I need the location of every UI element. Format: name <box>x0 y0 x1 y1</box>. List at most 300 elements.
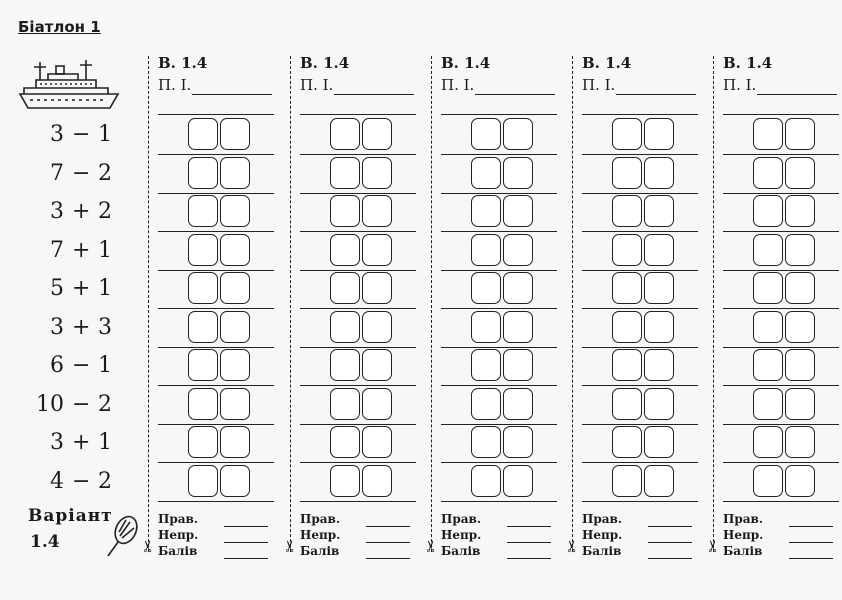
score-write-line[interactable] <box>648 558 692 559</box>
strip-heading: В. 1.4 <box>723 54 773 72</box>
answer-box-tens[interactable] <box>188 349 218 381</box>
score-write-line[interactable] <box>648 526 692 527</box>
exercise-operator: − <box>72 160 91 186</box>
score-label: Балів <box>582 544 622 558</box>
answer-box-ones[interactable] <box>503 388 533 420</box>
row-rule <box>158 462 274 463</box>
answer-box-tens[interactable] <box>753 118 783 150</box>
score-label: Непр. <box>723 528 764 542</box>
answer-box-pair <box>753 272 815 304</box>
answer-box-pair <box>330 272 392 304</box>
answer-box-ones[interactable] <box>785 195 815 227</box>
exercise-row <box>30 390 122 420</box>
exercise-operator: − <box>72 391 91 417</box>
answer-box-pair <box>612 118 674 150</box>
answer-strip <box>574 0 704 600</box>
answer-box-pair <box>330 349 392 381</box>
exercise-column <box>0 0 150 600</box>
answer-box-tens[interactable] <box>753 157 783 189</box>
strip-heading: В. 1.4 <box>300 54 350 72</box>
answer-box-pair <box>753 195 815 227</box>
answer-box-tens[interactable] <box>612 272 642 304</box>
answer-box-ones[interactable] <box>785 234 815 266</box>
header-rule <box>723 114 839 115</box>
exercise-operator: + <box>72 430 91 455</box>
row-rule <box>300 347 416 348</box>
answer-box-pair <box>471 426 533 458</box>
answer-box-pair <box>188 157 250 189</box>
answer-box-pair <box>753 234 815 266</box>
row-rule <box>582 270 698 271</box>
score-label: Прав. <box>723 512 764 526</box>
answer-box-ones[interactable] <box>503 426 533 458</box>
answer-box-ones[interactable] <box>644 388 674 420</box>
answer-box-pair <box>471 311 533 343</box>
answer-box-pair <box>753 311 815 343</box>
answer-box-tens[interactable] <box>188 272 218 304</box>
row-rule <box>300 270 416 271</box>
exercise-operator: + <box>72 237 91 263</box>
row-rule <box>300 308 416 309</box>
strip-name-label: П. І. <box>300 76 334 94</box>
answer-box-pair <box>330 465 392 497</box>
answer-box-pair <box>188 195 250 227</box>
exercise-operand: 4 <box>50 468 64 494</box>
answer-box-pair <box>188 465 250 497</box>
row-rule <box>582 385 698 386</box>
row-rule <box>300 385 416 386</box>
answer-box-pair <box>471 349 533 381</box>
answer-box-pair <box>753 118 815 150</box>
answer-box-tens[interactable] <box>753 349 783 381</box>
score-write-line[interactable] <box>507 542 551 543</box>
row-rule <box>582 193 698 194</box>
answer-box-tens[interactable] <box>612 465 642 497</box>
row-rule <box>158 270 274 271</box>
answer-box-ones[interactable] <box>785 157 815 189</box>
answer-box-pair <box>471 234 533 266</box>
answer-box-pair <box>471 157 533 189</box>
row-rule <box>441 231 557 232</box>
header-rule <box>441 114 557 115</box>
answer-box-ones[interactable] <box>785 388 815 420</box>
answer-box-tens[interactable] <box>330 272 360 304</box>
answer-box-tens[interactable] <box>753 388 783 420</box>
row-rule <box>300 424 416 425</box>
row-rule <box>441 385 557 386</box>
answer-box-ones[interactable] <box>503 234 533 266</box>
answer-box-ones[interactable] <box>362 234 392 266</box>
ship-icon <box>16 58 120 112</box>
answer-box-tens[interactable] <box>330 426 360 458</box>
exercise-operand: 1 <box>98 122 112 147</box>
exercise-row <box>30 120 122 150</box>
answer-box-tens[interactable] <box>612 426 642 458</box>
row-rule <box>158 308 274 309</box>
answer-box-pair <box>753 426 815 458</box>
row-rule <box>441 270 557 271</box>
answer-box-pair <box>330 426 392 458</box>
variant-number: 1.4 <box>30 532 60 552</box>
exercise-operand: 2 <box>98 468 112 494</box>
row-rule <box>723 424 839 425</box>
row-rule <box>723 501 839 502</box>
row-rule <box>723 193 839 194</box>
answer-box-pair <box>612 465 674 497</box>
answer-box-ones[interactable] <box>362 195 392 227</box>
answer-box-pair <box>188 388 250 420</box>
answer-box-ones[interactable] <box>220 388 250 420</box>
name-write-line[interactable] <box>475 94 555 95</box>
sheet-title: Біатлон 1 <box>18 18 101 36</box>
exercise-row <box>30 467 122 497</box>
score-label: Балів <box>723 544 763 558</box>
score-label: Непр. <box>441 528 482 542</box>
exercise-operator: − <box>72 353 91 378</box>
answer-box-tens[interactable] <box>612 234 642 266</box>
score-write-line[interactable] <box>366 542 410 543</box>
answer-box-pair <box>330 388 392 420</box>
row-rule <box>582 462 698 463</box>
exercise-operator: − <box>72 468 91 494</box>
answer-box-tens[interactable] <box>188 157 218 189</box>
answer-box-tens[interactable] <box>330 157 360 189</box>
answer-box-pair <box>188 234 250 266</box>
exercise-operand: 1 <box>98 276 112 301</box>
answer-box-ones[interactable] <box>220 157 250 189</box>
exercise-row <box>30 428 122 458</box>
exercise-operand: 5 <box>50 276 64 301</box>
answer-box-ones[interactable] <box>503 349 533 381</box>
answer-box-pair <box>330 195 392 227</box>
strip-name-label: П. І. <box>441 76 475 94</box>
answer-box-tens[interactable] <box>188 195 218 227</box>
cut-line <box>431 56 432 552</box>
exercise-row <box>30 236 122 266</box>
answer-box-pair <box>753 349 815 381</box>
exercise-operand: 7 <box>50 160 64 186</box>
answer-box-ones[interactable] <box>220 465 250 497</box>
answer-box-tens[interactable] <box>330 118 360 150</box>
row-rule <box>300 154 416 155</box>
answer-box-ones[interactable] <box>220 118 250 150</box>
exercise-operator: + <box>72 276 91 301</box>
row-rule <box>723 308 839 309</box>
row-rule <box>441 308 557 309</box>
answer-box-tens[interactable] <box>188 388 218 420</box>
answer-box-pair <box>471 465 533 497</box>
answer-box-tens[interactable] <box>471 349 501 381</box>
name-write-line[interactable] <box>616 94 696 95</box>
answer-box-ones[interactable] <box>362 272 392 304</box>
answer-box-ones[interactable] <box>220 272 250 304</box>
answer-box-pair <box>612 311 674 343</box>
score-write-line[interactable] <box>648 542 692 543</box>
answer-box-pair <box>188 311 250 343</box>
header-rule <box>582 114 698 115</box>
score-label: Прав. <box>582 512 623 526</box>
answer-box-ones[interactable] <box>220 426 250 458</box>
row-rule <box>582 154 698 155</box>
exercise-row <box>30 159 122 189</box>
answer-box-ones[interactable] <box>644 234 674 266</box>
score-label: Прав. <box>158 512 199 526</box>
answer-box-ones[interactable] <box>785 426 815 458</box>
score-write-line[interactable] <box>224 542 268 543</box>
answer-strip <box>433 0 563 600</box>
answer-box-pair <box>612 426 674 458</box>
row-rule <box>723 347 839 348</box>
answer-box-ones[interactable] <box>362 349 392 381</box>
answer-box-ones[interactable] <box>220 234 250 266</box>
answer-box-pair <box>471 388 533 420</box>
strip-heading: В. 1.4 <box>582 54 632 72</box>
exercise-operand: 1 <box>98 430 112 455</box>
score-write-line[interactable] <box>224 558 268 559</box>
answer-box-pair <box>612 234 674 266</box>
answer-box-ones[interactable] <box>362 157 392 189</box>
answer-box-ones[interactable] <box>644 311 674 343</box>
name-write-line[interactable] <box>334 94 414 95</box>
answer-box-ones[interactable] <box>362 118 392 150</box>
name-write-line[interactable] <box>192 94 272 95</box>
answer-box-tens[interactable] <box>612 388 642 420</box>
answer-box-ones[interactable] <box>503 118 533 150</box>
answer-box-pair <box>188 349 250 381</box>
exercise-operand: 3 <box>50 199 64 224</box>
answer-box-tens[interactable] <box>753 234 783 266</box>
answer-box-pair <box>188 118 250 150</box>
answer-box-tens[interactable] <box>330 234 360 266</box>
score-label: Непр. <box>300 528 341 542</box>
answer-box-pair <box>471 272 533 304</box>
row-rule <box>300 231 416 232</box>
answer-box-ones[interactable] <box>503 311 533 343</box>
answer-box-ones[interactable] <box>220 349 250 381</box>
answer-box-ones[interactable] <box>644 157 674 189</box>
answer-box-tens[interactable] <box>471 311 501 343</box>
answer-box-tens[interactable] <box>330 465 360 497</box>
answer-box-tens[interactable] <box>612 349 642 381</box>
score-label: Непр. <box>158 528 199 542</box>
answer-box-tens[interactable] <box>330 311 360 343</box>
strip-name-label: П. І. <box>723 76 757 94</box>
answer-box-pair <box>471 118 533 150</box>
cut-line <box>713 56 714 552</box>
answer-box-pair <box>612 195 674 227</box>
exercise-operand: 2 <box>98 199 112 224</box>
answer-box-ones[interactable] <box>362 388 392 420</box>
answer-box-tens[interactable] <box>471 388 501 420</box>
score-write-line[interactable] <box>789 526 833 527</box>
answer-box-ones[interactable] <box>644 349 674 381</box>
answer-box-tens[interactable] <box>612 311 642 343</box>
answer-box-tens[interactable] <box>612 118 642 150</box>
answer-box-tens[interactable] <box>471 195 501 227</box>
scissors-icon: ✂ <box>280 539 300 553</box>
row-rule <box>158 385 274 386</box>
answer-box-pair <box>330 311 392 343</box>
answer-box-tens[interactable] <box>471 272 501 304</box>
exercise-operand: 3 <box>98 314 112 340</box>
answer-box-ones[interactable] <box>503 157 533 189</box>
answer-box-tens[interactable] <box>188 234 218 266</box>
answer-box-tens[interactable] <box>188 426 218 458</box>
score-write-line[interactable] <box>507 558 551 559</box>
row-rule <box>300 193 416 194</box>
exercise-operand: 2 <box>98 391 112 417</box>
answer-box-ones[interactable] <box>785 272 815 304</box>
answer-box-tens[interactable] <box>753 272 783 304</box>
answer-box-tens[interactable] <box>188 118 218 150</box>
answer-box-pair <box>330 157 392 189</box>
answer-box-pair <box>753 465 815 497</box>
answer-box-ones[interactable] <box>220 195 250 227</box>
cut-line <box>148 56 149 552</box>
row-rule <box>158 193 274 194</box>
row-rule <box>300 501 416 502</box>
answer-box-tens[interactable] <box>471 234 501 266</box>
answer-box-tens[interactable] <box>330 349 360 381</box>
answer-box-tens[interactable] <box>753 195 783 227</box>
row-rule <box>582 424 698 425</box>
answer-box-ones[interactable] <box>785 311 815 343</box>
answer-box-tens[interactable] <box>330 195 360 227</box>
answer-box-tens[interactable] <box>188 311 218 343</box>
row-rule <box>582 308 698 309</box>
strip-name-label: П. І. <box>158 76 192 94</box>
row-rule <box>441 424 557 425</box>
exercise-row <box>30 313 122 343</box>
answer-box-ones[interactable] <box>503 465 533 497</box>
row-rule <box>441 462 557 463</box>
score-label: Балів <box>300 544 340 558</box>
row-rule <box>723 231 839 232</box>
exercise-operand: 2 <box>98 160 112 186</box>
exercise-operand: 3 <box>50 314 64 340</box>
answer-box-tens[interactable] <box>753 311 783 343</box>
row-rule <box>300 462 416 463</box>
answer-box-pair <box>612 349 674 381</box>
answer-box-ones[interactable] <box>785 349 815 381</box>
answer-box-pair <box>330 234 392 266</box>
exercise-operator: + <box>72 199 91 224</box>
score-write-line[interactable] <box>366 558 410 559</box>
score-write-line[interactable] <box>224 526 268 527</box>
answer-box-ones[interactable] <box>644 465 674 497</box>
answer-box-tens[interactable] <box>753 426 783 458</box>
exercise-operand: 7 <box>50 237 64 263</box>
answer-box-ones[interactable] <box>644 118 674 150</box>
scissors-icon: ✂ <box>138 539 158 553</box>
row-rule <box>158 347 274 348</box>
answer-box-tens[interactable] <box>612 195 642 227</box>
exercise-operand: 1 <box>98 353 112 378</box>
answer-box-tens[interactable] <box>612 157 642 189</box>
score-label: Прав. <box>300 512 341 526</box>
answer-box-ones[interactable] <box>644 195 674 227</box>
answer-box-pair <box>612 157 674 189</box>
score-label: Непр. <box>582 528 623 542</box>
score-write-line[interactable] <box>366 526 410 527</box>
answer-box-ones[interactable] <box>785 118 815 150</box>
row-rule <box>441 154 557 155</box>
score-label: Прав. <box>441 512 482 526</box>
row-rule <box>723 270 839 271</box>
answer-box-tens[interactable] <box>471 426 501 458</box>
row-rule <box>723 462 839 463</box>
exercise-operator: + <box>72 314 91 340</box>
feather-icon <box>104 514 140 558</box>
strip-heading: В. 1.4 <box>441 54 491 72</box>
answer-strip <box>715 0 842 600</box>
answer-box-ones[interactable] <box>644 272 674 304</box>
answer-box-ones[interactable] <box>362 311 392 343</box>
header-rule <box>158 114 274 115</box>
score-write-line[interactable] <box>789 558 833 559</box>
scissors-icon: ✂ <box>703 539 723 553</box>
exercise-operand: 1 <box>98 237 112 263</box>
row-rule <box>441 501 557 502</box>
answer-box-pair <box>753 157 815 189</box>
variant-label: Варіант <box>28 506 113 526</box>
answer-box-pair <box>612 272 674 304</box>
row-rule <box>441 347 557 348</box>
row-rule <box>441 193 557 194</box>
answer-box-tens[interactable] <box>471 118 501 150</box>
answer-box-pair <box>188 272 250 304</box>
answer-box-tens[interactable] <box>753 465 783 497</box>
answer-box-ones[interactable] <box>362 465 392 497</box>
score-write-line[interactable] <box>507 526 551 527</box>
answer-strip <box>150 0 280 600</box>
answer-box-tens[interactable] <box>188 465 218 497</box>
answer-box-tens[interactable] <box>471 157 501 189</box>
answer-box-ones[interactable] <box>785 465 815 497</box>
exercise-row <box>30 351 122 381</box>
header-rule <box>300 114 416 115</box>
answer-box-pair <box>330 118 392 150</box>
answer-box-tens[interactable] <box>471 465 501 497</box>
row-rule <box>582 347 698 348</box>
exercise-operand: 10 <box>36 391 64 417</box>
answer-box-ones[interactable] <box>503 195 533 227</box>
row-rule <box>158 154 274 155</box>
exercise-operator: − <box>72 122 91 147</box>
answer-strip <box>292 0 422 600</box>
row-rule <box>582 231 698 232</box>
row-rule <box>582 501 698 502</box>
answer-box-ones[interactable] <box>362 426 392 458</box>
answer-box-ones[interactable] <box>503 272 533 304</box>
answer-box-ones[interactable] <box>644 426 674 458</box>
row-rule <box>158 424 274 425</box>
strip-name-label: П. І. <box>582 76 616 94</box>
answer-box-pair <box>753 388 815 420</box>
score-write-line[interactable] <box>789 542 833 543</box>
strip-heading: В. 1.4 <box>158 54 208 72</box>
answer-box-tens[interactable] <box>330 388 360 420</box>
answer-box-ones[interactable] <box>220 311 250 343</box>
score-label: Балів <box>441 544 481 558</box>
exercise-operand: 3 <box>50 122 64 147</box>
answer-box-pair <box>471 195 533 227</box>
answer-box-pair <box>612 388 674 420</box>
cut-line <box>290 56 291 552</box>
score-label: Балів <box>158 544 198 558</box>
name-write-line[interactable] <box>757 94 837 95</box>
exercise-row <box>30 274 122 304</box>
